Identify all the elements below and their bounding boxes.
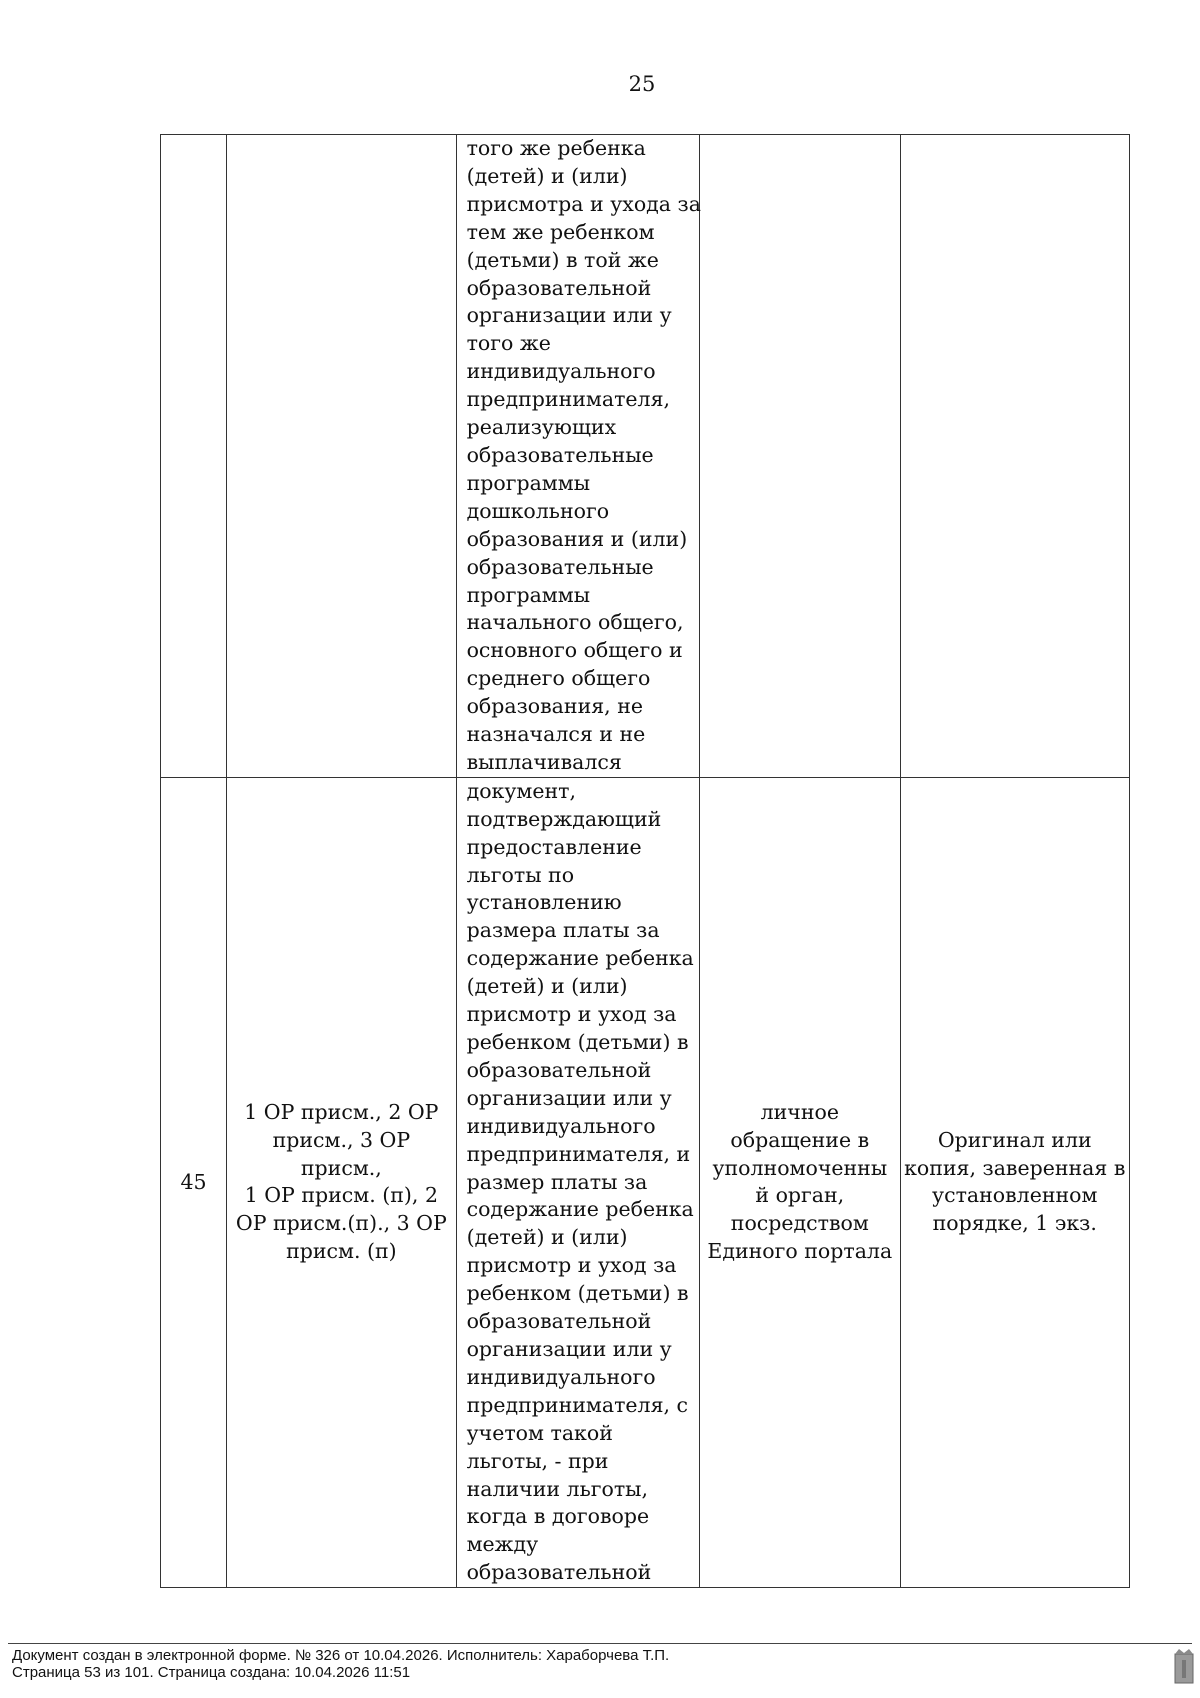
document-line: индивидуального [466,359,656,384]
footer-line-1: Документ создан в электронной форме. № 326 от 10.04.2026. Исполнитель: Хараборчева Т.П. [12,1647,670,1664]
document-line: ребенком (детьми) в [466,1030,689,1054]
document-line: образования, не [466,694,643,719]
document-line: тем же ребенком [466,219,655,244]
category-line: 1 ОР присм., 2 ОР [244,1099,439,1124]
document-line: дошкольного [466,498,610,523]
document-line: присмотр и уход за [466,1002,677,1027]
document-line: присмотр и уход за [466,1253,677,1278]
method-line: уполномоченны [712,1155,888,1180]
cell-number [161,135,227,778]
document-line: назначался и не [466,722,646,747]
document-line: льготы, - при [466,1448,609,1473]
footer [12,1647,669,1681]
document-line: наличии льготы, [466,1476,649,1501]
document-line: образовательной [466,1309,652,1334]
category-line: присм., 3 ОР [272,1127,411,1152]
cell-category [227,135,456,778]
document-line: предпринимателя, [466,387,671,412]
method-line: личное [760,1099,839,1124]
cell-method [700,135,900,778]
document-line: образовательные [466,442,654,467]
form-line: Оригинал или [937,1127,1092,1152]
cell-form [900,135,1130,778]
page-number: 25 [628,72,656,96]
document-line: подтверждающий [466,806,662,831]
cell-document [456,777,700,1587]
document-line: присмотра и ухода за [466,191,701,216]
document-line: предпринимателя, и [466,1141,691,1166]
document-line: размера платы за [466,918,660,943]
document-line: того же ребенка [466,136,646,160]
document-line: (детей) и (или) [466,974,628,999]
document-line: льготы по [466,862,575,887]
document-line: установлению [466,890,622,915]
table-row [161,135,1130,778]
coat-of-arms-icon [1173,1648,1195,1684]
category-line: присм., [300,1155,382,1180]
document-line: предоставление [466,834,642,859]
form-line: установленном [932,1183,1098,1208]
document-line: образовательной [466,1057,652,1082]
document-line: образования и (или) [466,526,688,551]
document-line: выплачивался [466,749,622,774]
document-line: индивидуального [466,1364,656,1389]
document-line: документ, [466,778,577,803]
cell-document [456,135,700,778]
category-line: ОР присм.(п)., 3 ОР [235,1211,447,1236]
cell-method [700,777,900,1587]
document-line: (детьми) в той же [466,247,659,272]
table-row [161,777,1130,1587]
document-line: (детей) и (или) [466,163,628,188]
document-line: организации или у [466,1336,672,1361]
category-line: присм. (п) [286,1239,397,1264]
document-line: организации или у [466,303,672,328]
document-line: учетом такой [466,1420,613,1445]
document-line: образовательные [466,554,654,579]
document-line: когда в договоре [466,1504,650,1529]
document-line: между [466,1532,539,1557]
document-line: содержание ребенка [466,946,694,971]
document-line: программы [466,582,591,607]
document-line: образовательной [466,275,652,300]
document-line: ребенком (детьми) в [466,1281,689,1306]
category-line: 1 ОР присм. (п), 2 [244,1183,439,1208]
footer-line-2: Страница 53 из 101. Страница создана: 10.04.2026 11:51 [12,1664,411,1681]
method-line: Единого портала [707,1239,893,1264]
form-line: порядке, 1 экз. [932,1211,1097,1236]
document-table [160,134,1130,1588]
document-line: содержание ребенка [466,1197,694,1222]
document-line: реализующих [466,415,617,440]
document-line: среднего общего [466,666,651,691]
method-line: й орган, [755,1183,845,1208]
document-line: начального общего, [466,610,684,635]
document-line: образовательной [466,1560,652,1585]
footer-divider [8,1643,1192,1644]
form-line: копия, заверенная в [904,1155,1126,1180]
document-line: организации или у [466,1085,672,1110]
method-line: обращение в [730,1127,870,1152]
document-line: программы [466,470,591,495]
document-line: (детей) и (или) [466,1225,628,1250]
method-line: посредством [730,1211,869,1236]
document-line: того же [466,331,551,356]
document-line: индивидуального [466,1113,656,1138]
document-line: основного общего и [466,638,683,663]
cell-category [227,777,456,1587]
document-line: размер платы за [466,1169,648,1194]
cell-number: 45 [161,777,227,1587]
document-line: предпринимателя, с [466,1392,689,1417]
cell-form [900,777,1130,1587]
